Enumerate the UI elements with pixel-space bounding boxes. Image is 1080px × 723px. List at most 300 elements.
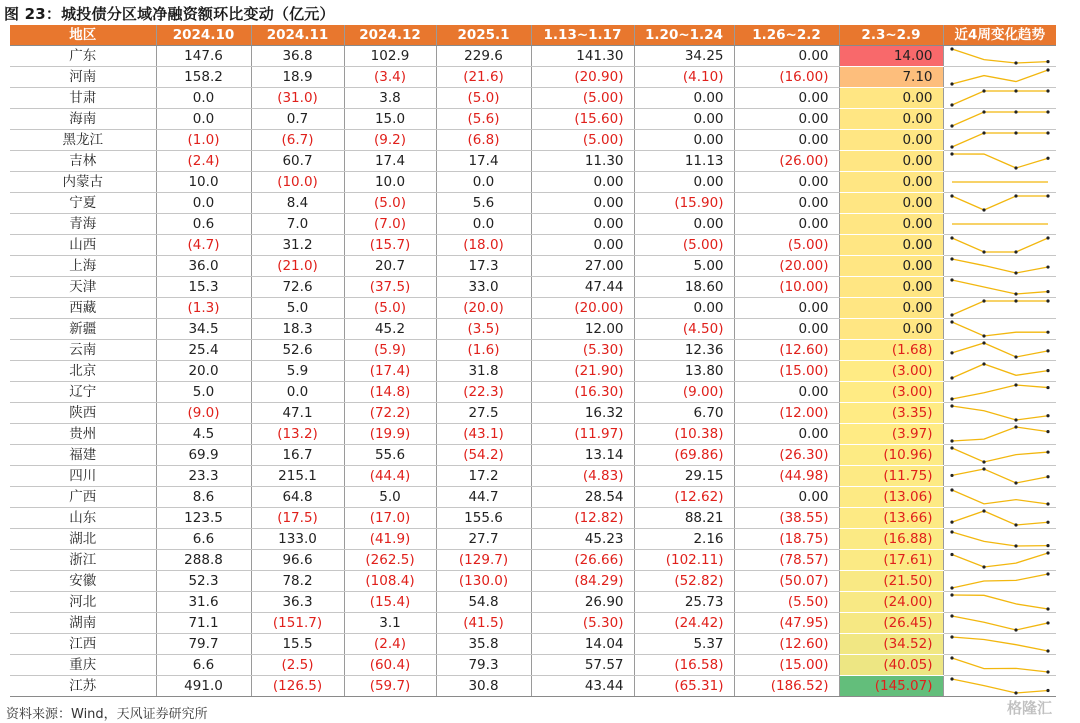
trend-sparkline [944,571,1056,591]
value-cell: 15.0 [344,109,436,130]
sparkline-point [1046,414,1049,417]
trend-sparkline [944,193,1056,213]
trend-sparkline-cell [943,109,1056,130]
value-cell: 123.5 [156,508,251,529]
value-cell: (11.97) [531,424,634,445]
value-cell: 6.6 [156,529,251,550]
value-cell: (5.0) [436,88,531,109]
table-row [10,529,1056,550]
value-cell: (59.7) [344,676,436,697]
sparkline-line [952,259,1048,273]
value-cell: 60.7 [251,151,344,172]
latest-week-cell: (3.00) [839,361,943,382]
table-row [10,277,1056,298]
sparkline-point [1046,572,1049,575]
sparkline-point [1014,89,1017,92]
sparkline-point [950,439,953,442]
value-cell: 17.4 [344,151,436,172]
value-cell: (18.75) [734,529,839,550]
value-cell: 0.0 [156,109,251,130]
value-cell: (4.83) [531,466,634,487]
column-header: 2025.1 [436,25,531,46]
sparkline-point [1046,551,1049,554]
value-cell: 31.8 [436,361,531,382]
sparkline-point [950,530,953,533]
region-cell: 西藏 [10,298,156,319]
value-cell: 11.13 [634,151,734,172]
sparkline-point [982,250,985,253]
sparkline-line [952,658,1048,672]
trend-sparkline [944,445,1056,465]
value-cell: (7.0) [344,214,436,235]
trend-sparkline-cell [943,235,1056,256]
trend-sparkline-cell [943,466,1056,487]
value-cell: 13.80 [634,361,734,382]
sparkline-point [1046,290,1049,293]
latest-week-cell: (3.00) [839,382,943,403]
value-cell: (20.90) [531,67,634,88]
trend-sparkline [944,130,1056,150]
sparkline-line [952,280,1048,294]
value-cell: 26.90 [531,592,634,613]
value-cell: (126.5) [251,676,344,697]
sparkline-point [950,635,953,638]
sparkline-point [950,278,953,281]
value-cell: (13.2) [251,424,344,445]
financing-table [10,25,1056,697]
sparkline-point [950,397,953,400]
value-cell: (16.30) [531,382,634,403]
region-cell: 辽宁 [10,382,156,403]
value-cell: 79.3 [436,655,531,676]
trend-sparkline-cell [943,256,1056,277]
value-cell: (26.30) [734,445,839,466]
trend-sparkline [944,424,1056,444]
sparkline-point [1014,523,1017,526]
trend-sparkline-cell [943,571,1056,592]
value-cell: (65.31) [634,676,734,697]
latest-week-cell: (10.96) [839,445,943,466]
value-cell: (262.5) [344,550,436,571]
sparkline-line [952,112,1048,126]
table-row [10,445,1056,466]
sparkline-line [952,679,1048,693]
latest-week-cell: (16.88) [839,529,943,550]
value-cell: 0.00 [531,172,634,193]
latest-week-cell: 0.00 [839,193,943,214]
sparkline-line [952,532,1048,546]
value-cell: (15.00) [734,361,839,382]
sparkline-point [1014,61,1017,64]
latest-week-cell: 0.00 [839,256,943,277]
value-cell: (129.7) [436,550,531,571]
value-cell: (50.07) [734,571,839,592]
value-cell: 45.23 [531,529,634,550]
value-cell: (186.52) [734,676,839,697]
value-cell: 0.00 [634,88,734,109]
value-cell: (12.62) [634,487,734,508]
sparkline-point [982,509,985,512]
sparkline-point [1014,166,1017,169]
latest-week-cell: 0.00 [839,151,943,172]
value-cell: 0.00 [531,193,634,214]
sparkline-line [952,91,1048,105]
value-cell: (20.00) [531,298,634,319]
value-cell: (26.00) [734,151,839,172]
value-cell: (60.4) [344,655,436,676]
value-cell: 10.0 [344,172,436,193]
value-cell: (15.4) [344,592,436,613]
sparkline-point [1014,110,1017,113]
region-cell: 黑龙江 [10,130,156,151]
trend-sparkline-cell [943,529,1056,550]
sparkline-line [952,427,1048,441]
trend-sparkline [944,214,1056,234]
value-cell: 0.00 [734,172,839,193]
value-cell: 0.00 [734,214,839,235]
value-cell: 44.7 [436,487,531,508]
value-cell: (1.3) [156,298,251,319]
value-cell: 5.0 [251,298,344,319]
latest-week-cell: (1.68) [839,340,943,361]
value-cell: 0.00 [634,130,734,151]
latest-week-cell: 0.00 [839,298,943,319]
trend-sparkline [944,613,1056,633]
sparkline-point [950,614,953,617]
region-cell: 陕西 [10,403,156,424]
value-cell: 57.57 [531,655,634,676]
table-row [10,109,1056,130]
sparkline-point [982,208,985,211]
value-cell: 18.9 [251,67,344,88]
region-cell: 上海 [10,256,156,277]
value-cell: 30.8 [436,676,531,697]
trend-sparkline-cell [943,361,1056,382]
value-cell: 215.1 [251,466,344,487]
value-cell: (4.50) [634,319,734,340]
value-cell: 0.0 [436,172,531,193]
region-cell: 江西 [10,634,156,655]
value-cell: 0.00 [634,298,734,319]
value-cell: (22.3) [436,382,531,403]
sparkline-point [982,110,985,113]
value-cell: 0.00 [734,46,839,67]
value-cell: 133.0 [251,529,344,550]
trend-sparkline-cell [943,172,1056,193]
value-cell: (5.00) [634,235,734,256]
sparkline-line [952,448,1048,462]
column-header: 近4周变化趋势 [943,25,1056,46]
trend-sparkline-cell [943,550,1056,571]
value-cell: 155.6 [436,508,531,529]
sparkline-point [1046,621,1049,624]
sparkline-line [952,574,1048,588]
value-cell: 0.00 [531,235,634,256]
sparkline-point [950,521,953,524]
value-cell: 25.73 [634,592,734,613]
column-header: 地区 [10,25,156,46]
table-row [10,340,1056,361]
value-cell: 8.4 [251,193,344,214]
value-cell: (2.4) [344,634,436,655]
latest-week-cell: 0.00 [839,319,943,340]
value-cell: 102.9 [344,46,436,67]
table-row [10,256,1056,277]
sparkline-line [952,154,1048,168]
value-cell: 0.00 [634,109,734,130]
latest-week-cell: (3.35) [839,403,943,424]
value-cell: (5.50) [734,592,839,613]
trend-sparkline [944,550,1056,570]
value-cell: 288.8 [156,550,251,571]
value-cell: 2.16 [634,529,734,550]
region-cell: 浙江 [10,550,156,571]
sparkline-point [1046,89,1049,92]
latest-week-cell: (26.45) [839,613,943,634]
table-row [10,550,1056,571]
value-cell: 0.00 [734,130,839,151]
value-cell: (38.55) [734,508,839,529]
value-cell: 23.3 [156,466,251,487]
value-cell: (5.00) [531,130,634,151]
trend-sparkline [944,466,1056,486]
trend-sparkline-cell [943,340,1056,361]
region-cell: 河南 [10,67,156,88]
value-cell: 34.5 [156,319,251,340]
value-cell: 27.7 [436,529,531,550]
value-cell: (102.11) [634,550,734,571]
region-cell: 吉林 [10,151,156,172]
value-cell: (20.00) [734,256,839,277]
value-cell: (3.5) [436,319,531,340]
region-cell: 山西 [10,235,156,256]
latest-week-cell: 0.00 [839,235,943,256]
value-cell: 147.6 [156,46,251,67]
value-cell: (6.7) [251,130,344,151]
value-cell: (1.6) [436,340,531,361]
value-cell: 71.1 [156,613,251,634]
sparkline-line [952,469,1048,483]
value-cell: (78.57) [734,550,839,571]
value-cell: 96.6 [251,550,344,571]
value-cell: 20.0 [156,361,251,382]
trend-sparkline [944,592,1056,612]
value-cell: (26.66) [531,550,634,571]
sparkline-point [1014,544,1017,547]
table-row [10,46,1056,67]
trend-sparkline-cell [943,634,1056,655]
trend-sparkline-cell [943,298,1056,319]
sparkline-point [950,488,953,491]
value-cell: (37.5) [344,277,436,298]
sparkline-point [950,553,953,556]
sparkline-line [952,595,1048,609]
value-cell: 12.36 [634,340,734,361]
region-cell: 湖南 [10,613,156,634]
sparkline-line [952,133,1048,147]
value-cell: 45.2 [344,319,436,340]
value-cell: 31.6 [156,592,251,613]
sparkline-point [982,362,985,365]
region-cell: 青海 [10,214,156,235]
value-cell: (4.10) [634,67,734,88]
value-cell: 0.00 [734,298,839,319]
value-cell: (41.9) [344,529,436,550]
latest-week-cell: 0.00 [839,88,943,109]
value-cell: (4.7) [156,235,251,256]
value-cell: 31.2 [251,235,344,256]
value-cell: (12.60) [734,634,839,655]
trend-sparkline-cell [943,445,1056,466]
value-cell: 7.0 [251,214,344,235]
sparkline-point [950,593,953,596]
value-cell: (5.00) [531,88,634,109]
region-cell: 广西 [10,487,156,508]
table-row [10,151,1056,172]
latest-week-cell: (13.06) [839,487,943,508]
table-row [10,424,1056,445]
latest-week-cell: 0.00 [839,130,943,151]
value-cell: 55.6 [344,445,436,466]
sparkline-point [950,351,953,354]
trend-sparkline-cell [943,676,1056,697]
trend-sparkline [944,655,1056,675]
trend-sparkline-cell [943,487,1056,508]
trend-sparkline [944,46,1056,66]
value-cell: 13.14 [531,445,634,466]
sparkline-point [1046,544,1049,547]
value-cell: (12.82) [531,508,634,529]
trend-sparkline [944,634,1056,654]
value-cell: 4.5 [156,424,251,445]
trend-sparkline [944,403,1056,423]
sparkline-point [982,334,985,337]
sparkline-line [952,616,1048,630]
sparkline-point [950,194,953,197]
value-cell: 0.6 [156,214,251,235]
table-row [10,571,1056,592]
latest-week-cell: 0.00 [839,277,943,298]
value-cell: (19.9) [344,424,436,445]
value-cell: 27.00 [531,256,634,277]
value-cell: 0.00 [634,214,734,235]
value-cell: (14.8) [344,382,436,403]
sparkline-point [1014,355,1017,358]
value-cell: 5.6 [436,193,531,214]
sparkline-point [982,467,985,470]
value-cell: 5.0 [344,487,436,508]
latest-week-cell: (145.07) [839,676,943,697]
value-cell: (54.2) [436,445,531,466]
value-cell: (17.5) [251,508,344,529]
sparkline-point [1046,349,1049,352]
sparkline-point [950,103,953,106]
region-cell: 四川 [10,466,156,487]
value-cell: 54.8 [436,592,531,613]
value-cell: (9.0) [156,403,251,424]
sparkline-line [952,637,1048,651]
trend-sparkline [944,340,1056,360]
value-cell: 0.7 [251,109,344,130]
value-cell: 12.00 [531,319,634,340]
trend-sparkline-cell [943,655,1056,676]
trend-sparkline [944,487,1056,507]
value-cell: 25.4 [156,340,251,361]
value-cell: 5.9 [251,361,344,382]
value-cell: 18.3 [251,319,344,340]
sparkline-point [1014,628,1017,631]
value-cell: 141.30 [531,46,634,67]
value-cell: 0.0 [156,88,251,109]
value-cell: (5.30) [531,340,634,361]
sparkline-point [1046,521,1049,524]
sparkline-point [1046,194,1049,197]
latest-week-cell: (3.97) [839,424,943,445]
value-cell: 52.3 [156,571,251,592]
sparkline-line [952,301,1048,315]
region-cell: 新疆 [10,319,156,340]
value-cell: (5.0) [344,298,436,319]
value-cell: 0.00 [734,88,839,109]
value-cell: 17.4 [436,151,531,172]
sparkline-point [982,131,985,134]
value-cell: 64.8 [251,487,344,508]
trend-sparkline-cell [943,277,1056,298]
latest-week-cell: (21.50) [839,571,943,592]
sparkline-line [952,238,1048,252]
trend-sparkline [944,151,1056,171]
sparkline-point [1046,689,1049,692]
value-cell: (47.95) [734,613,839,634]
value-cell: (2.4) [156,151,251,172]
latest-week-cell: 14.00 [839,46,943,67]
value-cell: 18.60 [634,277,734,298]
table-row [10,655,1056,676]
table-row [10,214,1056,235]
trend-sparkline [944,529,1056,549]
value-cell: (21.6) [436,67,531,88]
region-cell: 北京 [10,361,156,382]
trend-sparkline [944,676,1056,696]
sparkline-point [1014,292,1017,295]
source-note: 资料来源：Wind，天风证券研究所 [6,707,208,722]
value-cell: 5.37 [634,634,734,655]
table-row [10,298,1056,319]
value-cell: (16.00) [734,67,839,88]
value-cell: (15.00) [734,655,839,676]
figure-title: 图 23：城投债分区域净融资额环比变动（亿元） [4,5,335,23]
sparkline-point [1014,131,1017,134]
trend-sparkline-cell [943,130,1056,151]
value-cell: 15.3 [156,277,251,298]
region-cell: 甘肃 [10,88,156,109]
value-cell: (10.0) [251,172,344,193]
sparkline-point [1046,331,1049,334]
value-cell: 36.3 [251,592,344,613]
value-cell: 47.1 [251,403,344,424]
trend-sparkline-cell [943,193,1056,214]
trend-sparkline [944,382,1056,402]
table-row [10,613,1056,634]
value-cell: (21.0) [251,256,344,277]
latest-week-cell: (24.00) [839,592,943,613]
value-cell: (5.9) [344,340,436,361]
value-cell: 28.54 [531,487,634,508]
sparkline-point [950,313,953,316]
trend-sparkline [944,109,1056,129]
sparkline-line [952,343,1048,357]
trend-sparkline [944,256,1056,276]
